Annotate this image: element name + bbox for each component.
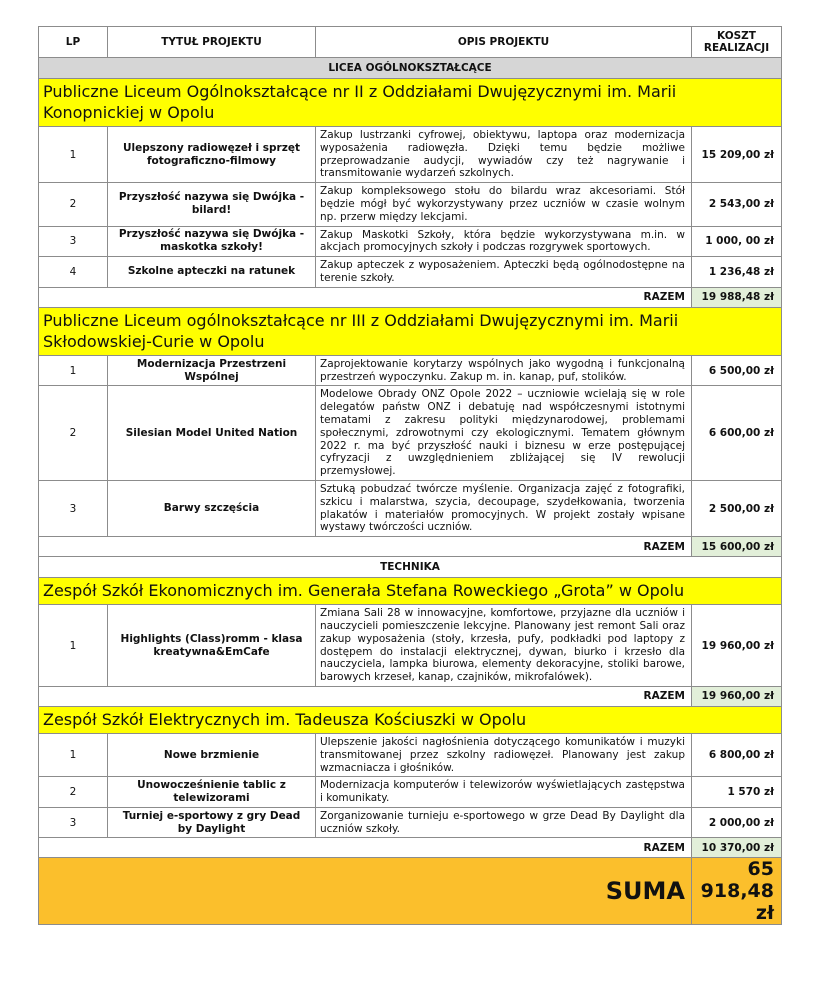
school-name: Zespół Szkół Elektrycznych im. Tadeusza Kościuszki w Opolu xyxy=(39,706,782,733)
project-lp: 3 xyxy=(39,226,108,257)
project-title: Silesian Model United Nation xyxy=(108,386,316,481)
project-row xyxy=(39,386,782,481)
subtotal-row xyxy=(39,686,782,706)
project-cost: 1 000, 00 zł xyxy=(692,226,782,257)
project-row xyxy=(39,226,782,257)
project-title: Barwy szczęścia xyxy=(108,480,316,536)
project-title: Szkolne apteczki na ratunek xyxy=(108,257,316,288)
project-lp: 1 xyxy=(39,733,108,776)
school-name: Zespół Szkół Ekonomicznych im. Generała Stefana Roweckiego „Grota” w Opolu xyxy=(39,578,782,605)
project-row xyxy=(39,480,782,536)
grand-total-currency: zł xyxy=(755,902,774,925)
school-name: Publiczne Liceum ogólnokształcące nr III z Oddziałami Dwujęzycznymi im. Marii Skłodowskiej-Curie w Opolu xyxy=(39,307,782,355)
project-row xyxy=(39,183,782,226)
project-cost: 15 209,00 zł xyxy=(692,127,782,183)
subtotal-row xyxy=(39,537,782,557)
project-cost: 6 600,00 zł xyxy=(692,386,782,481)
subtotal-value: 10 370,00 zł xyxy=(692,838,782,858)
project-row xyxy=(39,257,782,288)
project-row xyxy=(39,807,782,838)
project-row xyxy=(39,127,782,183)
project-description: Modelowe Obrady ONZ Opole 2022 – uczniowie wcielają się w role delegatów państw ONZ i debatuję nad współczesnymi istotnymi tematami z zakresu polityki międzynarodowej, problemami społecznymi, zdrowotnymi czy ekologicznymi. Tematem głównym 2022 r. ma być przyszłość nauki i biznesu w erze postępującej cyfryzacji z uwzględnieniem zbliżającej się IV rewolucji przemysłowej. xyxy=(316,386,692,481)
project-lp: 2 xyxy=(39,183,108,226)
project-cost: 6 800,00 zł xyxy=(692,733,782,776)
header-title: TYTUŁ PROJEKTU xyxy=(108,27,316,58)
category-row xyxy=(39,58,782,79)
grand-total-value xyxy=(692,858,782,925)
project-row xyxy=(39,777,782,808)
project-cost: 2 500,00 zł xyxy=(692,480,782,536)
category-label: TECHNIKA xyxy=(39,557,782,578)
project-cost: 6 500,00 zł xyxy=(692,355,782,386)
project-lp: 3 xyxy=(39,480,108,536)
header-description: OPIS PROJEKTU xyxy=(316,27,692,58)
school-row xyxy=(39,79,782,127)
subtotal-row xyxy=(39,838,782,858)
header-row xyxy=(39,27,782,58)
project-lp: 1 xyxy=(39,605,108,687)
grand-total-label: SUMA xyxy=(39,858,692,925)
subtotal-label: RAZEM xyxy=(39,686,692,706)
project-cost: 1 570 zł xyxy=(692,777,782,808)
project-title: Nowe brzmienie xyxy=(108,733,316,776)
subtotal-value: 15 600,00 zł xyxy=(692,537,782,557)
school-row xyxy=(39,706,782,733)
grand-total-amount: 65 918,48 xyxy=(700,858,774,903)
project-row xyxy=(39,733,782,776)
project-description: Zakup kompleksowego stołu do bilardu wraz akcesoriami. Stół będzie mógł być wykorzystywany przez uczniów w czasie wolnym np. przerw między lekcjami. xyxy=(316,183,692,226)
project-description: Zorganizowanie turnieju e-sportowego w grze Dead By Daylight dla uczniów szkoły. xyxy=(316,807,692,838)
subtotal-label: RAZEM xyxy=(39,537,692,557)
project-description: Modernizacja komputerów i telewizorów wyświetlających zastępstwa i komunikaty. xyxy=(316,777,692,808)
project-cost-table xyxy=(38,26,782,925)
project-title: Modernizacja Przestrzeni Wspólnej xyxy=(108,355,316,386)
school-name: Publiczne Liceum Ogólnokształcące nr II z Oddziałami Dwujęzycznymi im. Marii Konopnickiej w Opolu xyxy=(39,79,782,127)
table-body xyxy=(39,58,782,925)
project-description: Zakup apteczek z wyposażeniem. Apteczki będą ogólnodostępne na terenie szkoły. xyxy=(316,257,692,288)
project-lp: 2 xyxy=(39,386,108,481)
project-description: Sztuką pobudzać twórcze myślenie. Organizacja zajęć z fotografiki, szkicu i malarstwa, szycia, decoupage, szydełkowania, tworzenia plakatów i materiałów promocyjnych. W projekt zostały wpisane wystawy twórczości uczniów. xyxy=(316,480,692,536)
project-lp: 4 xyxy=(39,257,108,288)
project-title: Przyszłość nazywa się Dwójka - maskotka szkoły! xyxy=(108,226,316,257)
project-cost: 19 960,00 zł xyxy=(692,605,782,687)
project-title: Highlights (Class)romm - klasa kreatywna&EmCafe xyxy=(108,605,316,687)
project-lp: 1 xyxy=(39,355,108,386)
project-row xyxy=(39,605,782,687)
project-title: Unowocześnienie tablic z telewizorami xyxy=(108,777,316,808)
subtotal-value: 19 988,48 zł xyxy=(692,287,782,307)
project-description: Zmiana Sali 28 w innowacyjne, komfortowe, przyjazne dla uczniów i nauczycieli pomieszczenie lekcyjne. Planowany jest remont Sali oraz zakup wyposażenia (stoły, krzesła, pufy, podkładki pod laptopy z dostępem do instalacji elektrycznej, dywan, biurko i krzesło dla nauczyciela, lampka biurowa, elementy dekoracyjne, stoliki barowe, barowych krzeseł, kanap, czajników, mikrofalówek). xyxy=(316,605,692,687)
project-description: Ulepszenie jakości nagłośnienia dotyczącego komunikatów i muzyki transmitowanej przez szkolny radiowęzeł. Planowany jest zakup wzmacniacza i głośników. xyxy=(316,733,692,776)
subtotal-value: 19 960,00 zł xyxy=(692,686,782,706)
header-lp: LP xyxy=(39,27,108,58)
project-cost-table-page xyxy=(38,26,781,925)
subtotal-label: RAZEM xyxy=(39,287,692,307)
project-title: Przyszłość nazywa się Dwójka - bilard! xyxy=(108,183,316,226)
category-label: LICEA OGÓLNOKSZTAŁCĄCE xyxy=(39,58,782,79)
school-row xyxy=(39,307,782,355)
project-lp: 1 xyxy=(39,127,108,183)
school-row xyxy=(39,578,782,605)
project-cost: 2 543,00 zł xyxy=(692,183,782,226)
category-row xyxy=(39,557,782,578)
project-lp: 3 xyxy=(39,807,108,838)
header-cost: KOSZT REALIZACJI xyxy=(692,27,782,58)
project-title: Ulepszony radiowęzeł i sprzęt fotograficzno-filmowy xyxy=(108,127,316,183)
project-description: Zakup Maskotki Szkoły, która będzie wykorzystywana m.in. w akcjach promocyjnych szkoły i podczas rozgrywek sportowych. xyxy=(316,226,692,257)
project-cost: 1 236,48 zł xyxy=(692,257,782,288)
project-description: Zaprojektowanie korytarzy wspólnych jako wygodną i funkcjonalną przestrzeń wypoczynku. Zakup m. in. kanap, puf, stolików. xyxy=(316,355,692,386)
subtotal-row xyxy=(39,287,782,307)
project-description: Zakup lustrzanki cyfrowej, obiektywu, laptopa oraz modernizacja wyposażenia radiowęzła. Dzięki temu będzie możliwe przeprowadzanie audycji, wywiadów czy też nagrywanie i transmitowanie wydarzeń szkolnych. xyxy=(316,127,692,183)
project-title: Turniej e-sportowy z gry Dead by Daylight xyxy=(108,807,316,838)
subtotal-label: RAZEM xyxy=(39,838,692,858)
project-row xyxy=(39,355,782,386)
grand-total-row xyxy=(39,858,782,925)
project-cost: 2 000,00 zł xyxy=(692,807,782,838)
project-lp: 2 xyxy=(39,777,108,808)
